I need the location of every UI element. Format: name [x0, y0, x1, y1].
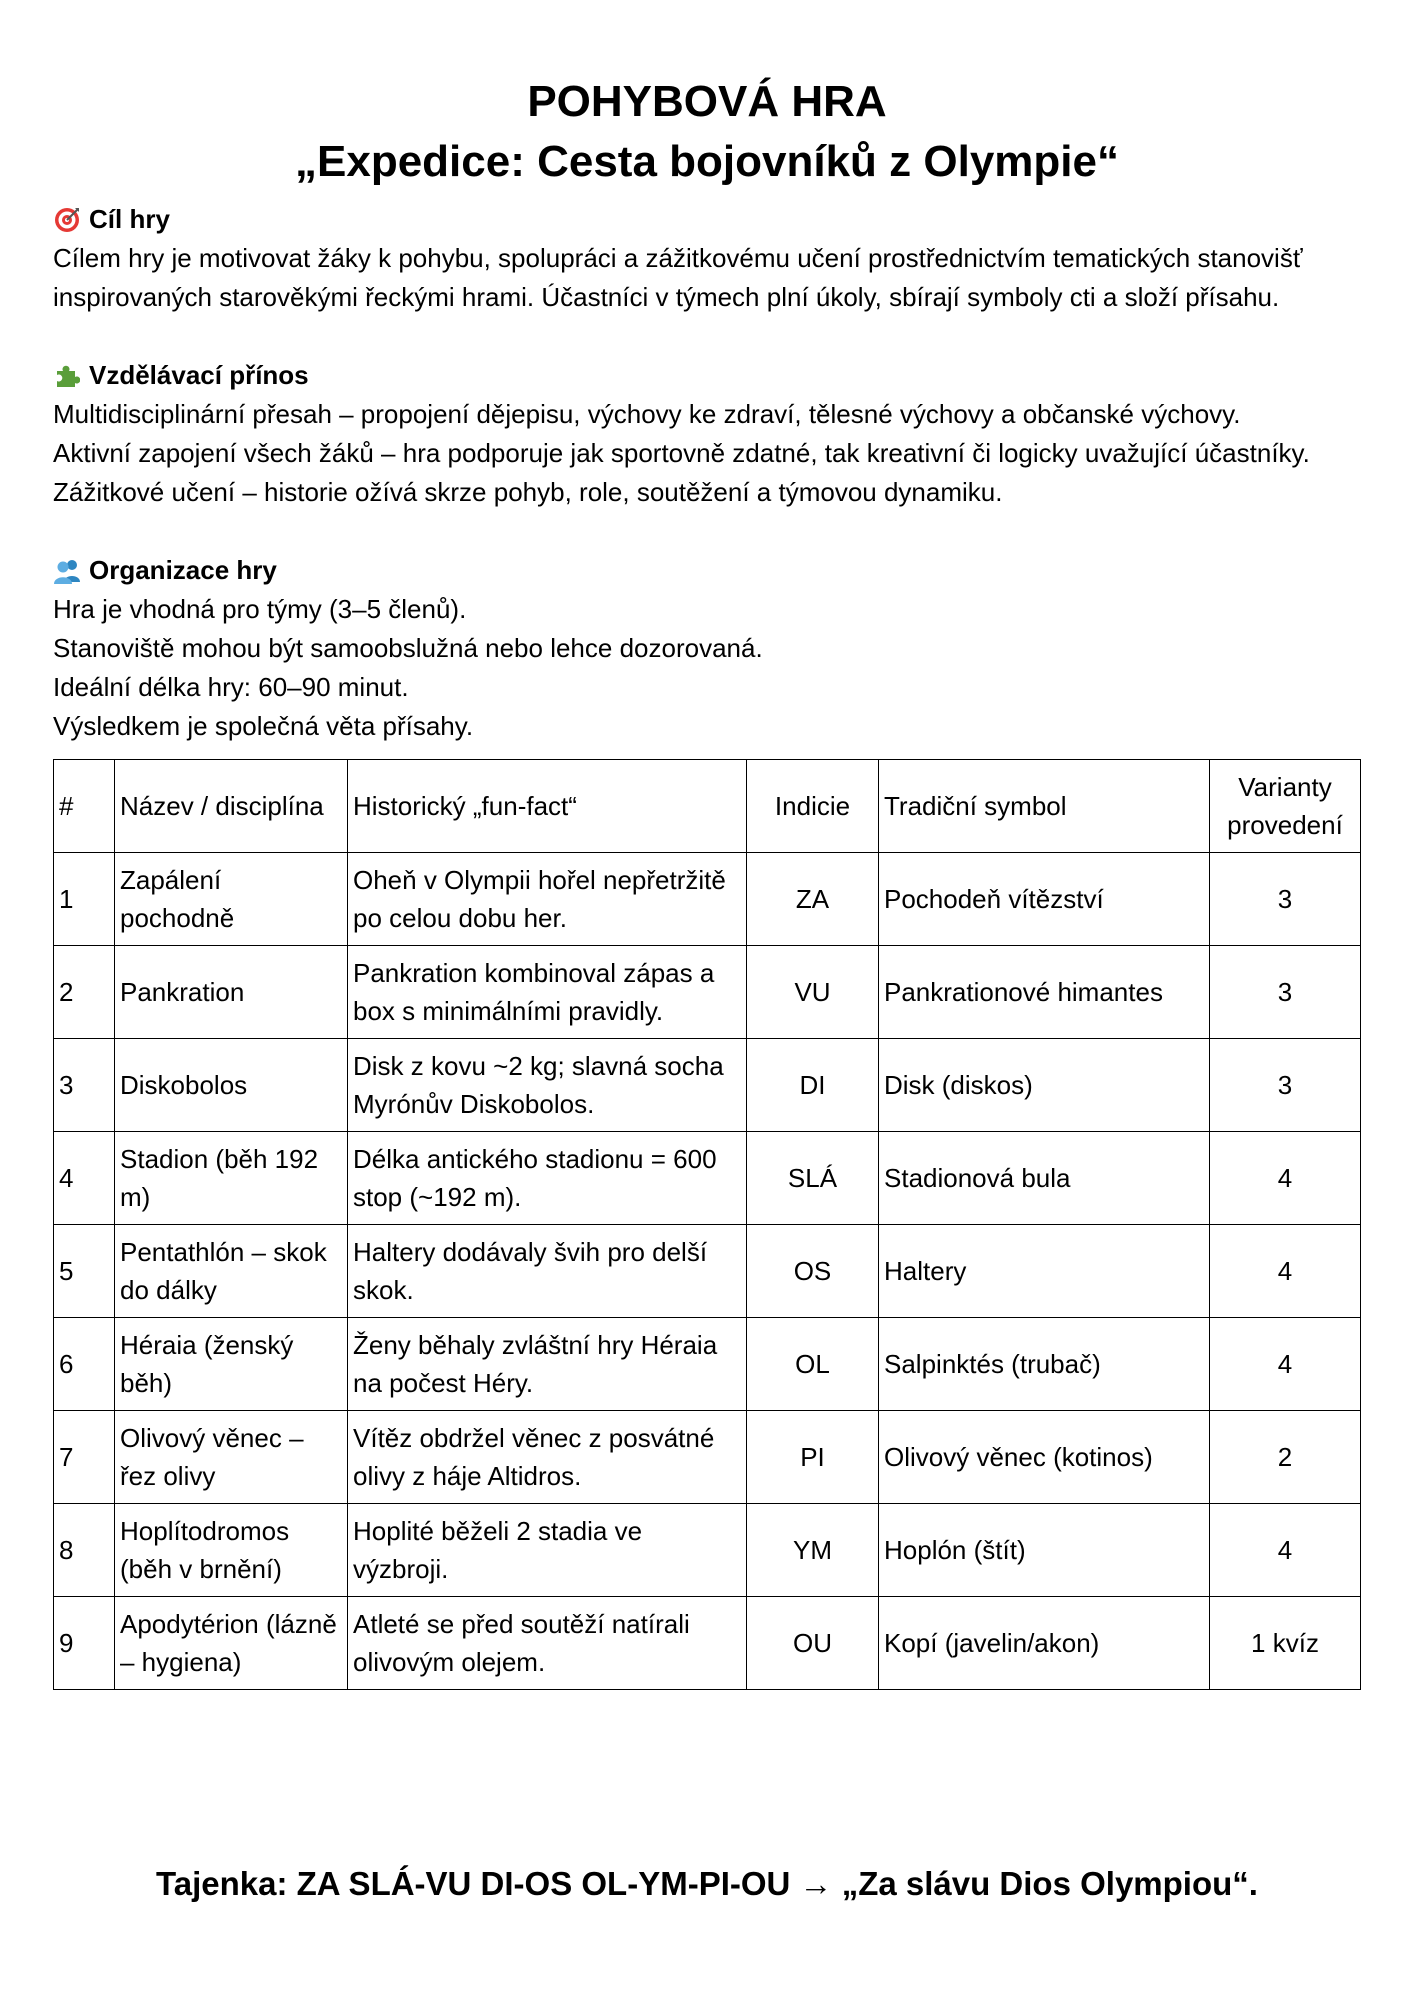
header-num: # [54, 760, 115, 853]
cell-symbol: Hoplón (štít) [879, 1504, 1210, 1597]
solution-line: Tajenka: ZA SLÁ-VU DI-OS OL-YM-PI-OU → „Za slávu Dios Olympiou“. [156, 1865, 1258, 1902]
cell-name: Stadion (běh 192 m) [115, 1132, 348, 1225]
cell-clue: ZA [747, 853, 879, 946]
cell-fact: Vítěz obdržel věnec z posvátné olivy z háje Altidros. [348, 1411, 747, 1504]
cell-name: Zapálení pochodně [115, 853, 348, 946]
benefit-line: Multidisciplinární přesah – propojení dějepisu, výchovy ke zdraví, tělesné výchovy a občanské výchovy. [53, 399, 1241, 429]
cell-variants: 2 [1210, 1411, 1361, 1504]
header-clue: Indicie [747, 760, 879, 853]
cell-variants: 1 kvíz [1210, 1597, 1361, 1690]
cell-symbol: Olivový věnec (kotinos) [879, 1411, 1210, 1504]
organization-line: Výsledkem je společná věta přísahy. [53, 711, 474, 741]
organization-line: Ideální délka hry: 60–90 minut. [53, 672, 409, 702]
benefit-heading-label: Vzdělávací přínos [89, 360, 309, 390]
cell-fact: Atleté se před soutěží natírali olivovým olejem. [348, 1597, 747, 1690]
benefit-line: Zážitkové učení – historie ožívá skrze pohyb, role, soutěžení a týmovou dynamiku. [53, 477, 1003, 507]
cell-fact: Pankration kombinoval zápas a box s minimálními pravidly. [348, 946, 747, 1039]
cell-name: Apodytérion (lázně – hygiena) [115, 1597, 348, 1690]
table-row [54, 1132, 1361, 1225]
organization-heading-label: Organizace hry [89, 555, 277, 585]
table-row [54, 1411, 1361, 1504]
cell-name: Pentathlón – skok do dálky [115, 1225, 348, 1318]
goal-heading-label: Cíl hry [89, 204, 170, 234]
cell-variants: 3 [1210, 853, 1361, 946]
cell-symbol: Kopí (javelin/akon) [879, 1597, 1210, 1690]
table-row [54, 853, 1361, 946]
cell-symbol: Salpinktés (trubač) [879, 1318, 1210, 1411]
table-row [54, 1318, 1361, 1411]
cell-variants: 4 [1210, 1504, 1361, 1597]
organization-section [53, 551, 1361, 746]
goal-heading [53, 200, 1361, 239]
cell-clue: VU [747, 946, 879, 1039]
cell-fact: Hoplité běželi 2 stadia ve výzbroji. [348, 1504, 747, 1597]
cell-name: Pankration [115, 946, 348, 1039]
table-row [54, 1597, 1361, 1690]
cell-num: 1 [54, 853, 115, 946]
cell-num: 2 [54, 946, 115, 1039]
cell-symbol: Haltery [879, 1225, 1210, 1318]
cell-symbol: Pankrationové himantes [879, 946, 1210, 1039]
cell-variants: 3 [1210, 1039, 1361, 1132]
header-variants: Varianty provedení [1210, 760, 1361, 853]
cell-name: Hoplítodromos (běh v brnění) [115, 1504, 348, 1597]
cell-num: 6 [54, 1318, 115, 1411]
page-subtitle: „Expedice: Cesta bojovníků z Olympie“ [295, 137, 1119, 186]
cell-name: Héraia (ženský běh) [115, 1318, 348, 1411]
cell-fact: Ženy běhaly zvláštní hry Héraia na počest Héry. [348, 1318, 747, 1411]
organization-line: Hra je vhodná pro týmy (3–5 členů). [53, 594, 467, 624]
cell-num: 4 [54, 1132, 115, 1225]
cell-clue: DI [747, 1039, 879, 1132]
header-name: Název / disciplína [115, 760, 348, 853]
cell-symbol: Disk (diskos) [879, 1039, 1210, 1132]
cell-num: 3 [54, 1039, 115, 1132]
table-row [54, 1225, 1361, 1318]
cell-clue: YM [747, 1504, 879, 1597]
cell-name: Olivový věnec – řez olivy [115, 1411, 348, 1504]
cell-name: Diskobolos [115, 1039, 348, 1132]
cell-variants: 3 [1210, 946, 1361, 1039]
organization-heading [53, 551, 1361, 590]
header-fact: Historický „fun-fact“ [348, 760, 747, 853]
cell-variants: 4 [1210, 1132, 1361, 1225]
cell-fact: Disk z kovu ~2 kg; slavná socha Myrónův Diskobolos. [348, 1039, 747, 1132]
stations-table [53, 759, 1361, 1690]
table-row [54, 946, 1361, 1039]
benefit-section [53, 356, 1361, 512]
cell-clue: PI [747, 1411, 879, 1504]
cell-num: 5 [54, 1225, 115, 1318]
organization-line: Stanoviště mohou být samoobslužná nebo lehce dozorovaná. [53, 633, 763, 663]
cell-fact: Haltery dodávaly švih pro delší skok. [348, 1225, 747, 1318]
puzzle-piece-icon [53, 362, 81, 390]
cell-symbol: Pochodeň vítězství [879, 853, 1210, 946]
cell-clue: OU [747, 1597, 879, 1690]
goal-section [53, 200, 1361, 317]
cell-num: 7 [54, 1411, 115, 1504]
cell-fact: Délka antického stadionu = 600 stop (~192 m). [348, 1132, 747, 1225]
people-icon [53, 557, 81, 585]
cell-symbol: Stadionová bula [879, 1132, 1210, 1225]
cell-clue: SLÁ [747, 1132, 879, 1225]
cell-clue: OL [747, 1318, 879, 1411]
benefit-heading [53, 356, 1361, 395]
table-header-row [54, 760, 1361, 853]
cell-fact: Oheň v Olympii hořel nepřetržitě po celou dobu her. [348, 853, 747, 946]
page-title: POHYBOVÁ HRA [527, 77, 887, 126]
header-symbol: Tradiční symbol [879, 760, 1210, 853]
goal-text: Cílem hry je motivovat žáky k pohybu, spolupráci a zážitkovému učení prostřednictvím tematických stanovišť inspirovaných starověkými řeckými hrami. Účastníci v týmech plní úkoly, sbírají symboly cti a složí přísahu. [53, 243, 1303, 312]
table-row [54, 1039, 1361, 1132]
cell-clue: OS [747, 1225, 879, 1318]
cell-variants: 4 [1210, 1225, 1361, 1318]
cell-num: 8 [54, 1504, 115, 1597]
cell-num: 9 [54, 1597, 115, 1690]
table-row [54, 1504, 1361, 1597]
cell-variants: 4 [1210, 1318, 1361, 1411]
benefit-line: Aktivní zapojení všech žáků – hra podporuje jak sportovně zdatné, tak kreativní či logicky uvažující účastníky. [53, 438, 1310, 468]
target-icon [53, 206, 81, 234]
